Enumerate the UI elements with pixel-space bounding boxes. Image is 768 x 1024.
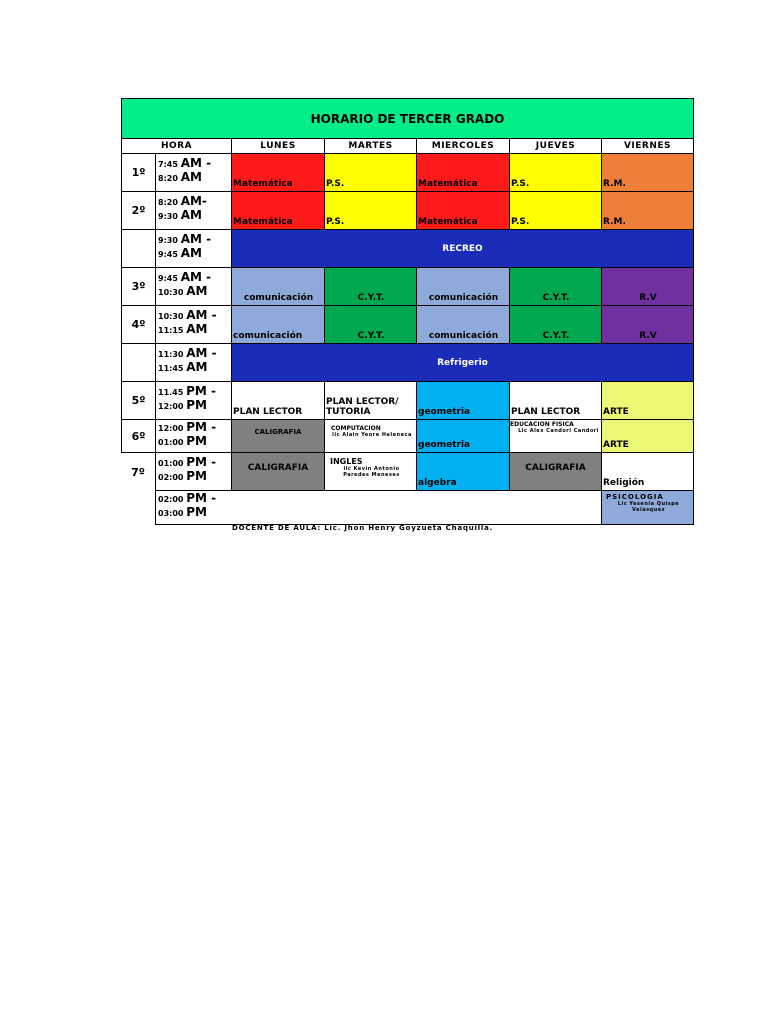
time-slot xyxy=(155,305,232,344)
period-number: 7º xyxy=(121,452,156,491)
time-end: 11:15 xyxy=(158,326,184,335)
subject-label: CALIGRAFIA xyxy=(247,463,309,473)
time-end: 01:00 xyxy=(158,438,184,447)
time-end: 9:30 xyxy=(158,212,178,221)
class-cell xyxy=(509,419,602,453)
class-cell: Religión xyxy=(601,452,694,491)
period-number: 6º xyxy=(121,419,156,453)
period-number xyxy=(121,343,156,382)
class-cell: algebra xyxy=(416,452,510,491)
class-cell: PLAN LECTOR/ TUTORIA xyxy=(324,381,417,420)
teacher-note: Lic Yesenia Quispe Velasquez xyxy=(617,501,680,513)
teacher-note: lic Kevin Antonio Paredes Meneses xyxy=(343,466,400,478)
time-start: 11:30 xyxy=(158,350,184,359)
class-cell: comunicación xyxy=(416,267,510,306)
class-cell: ARTE xyxy=(601,419,694,453)
class-cell xyxy=(509,452,602,491)
time-period: AM xyxy=(186,284,208,298)
subject-label: EDUCACION FISICA xyxy=(510,421,574,428)
class-cell: geometria xyxy=(416,381,510,420)
subject-label: COMPUTACION xyxy=(331,425,381,432)
class-cell: PLAN LECTOR xyxy=(509,381,602,420)
class-cell: P.S. xyxy=(324,191,417,230)
time-period: PM - xyxy=(186,455,217,469)
time-start: 11.45 xyxy=(158,388,184,397)
time-slot xyxy=(155,381,232,420)
time-slot xyxy=(155,191,232,230)
time-period: AM- xyxy=(180,194,207,208)
time-period: PM xyxy=(186,505,208,519)
class-cell: C.Y.T. xyxy=(324,305,417,344)
class-cell: Matemática xyxy=(416,191,510,230)
time-end: 02:00 xyxy=(158,473,184,482)
class-cell: ARTE xyxy=(601,381,694,420)
time-period: PM - xyxy=(186,420,217,434)
time-slot xyxy=(155,229,232,268)
class-cell xyxy=(324,419,417,453)
class-cell xyxy=(601,490,694,525)
time-period: AM xyxy=(180,170,202,184)
header-lunes: LUNES xyxy=(231,138,325,154)
time-period: AM xyxy=(180,208,202,222)
period-number: 2º xyxy=(121,191,156,230)
time-end: 10:30 xyxy=(158,288,184,297)
class-cell: C.Y.T. xyxy=(324,267,417,306)
recess-band: RECREO xyxy=(231,229,694,268)
time-end: 11:45 xyxy=(158,364,184,373)
class-cell: P.S. xyxy=(324,153,417,192)
class-cell xyxy=(324,452,417,491)
class-cell: C.Y.T. xyxy=(509,305,602,344)
time-slot xyxy=(155,343,232,382)
time-slot xyxy=(155,267,232,306)
class-cell: C.Y.T. xyxy=(509,267,602,306)
time-slot xyxy=(155,153,232,192)
period-number: 1º xyxy=(121,153,156,192)
time-start: 9:45 xyxy=(158,274,178,283)
subject-label: CALIGRAFIA xyxy=(525,463,586,473)
teacher-signature: DOCENTE DE AULA: Lic. Jhon Henry Goyzueta Chaquilla. xyxy=(232,524,494,532)
time-end: 03:00 xyxy=(158,509,184,518)
class-cell: R.M. xyxy=(601,153,694,192)
period-number: 5º xyxy=(121,381,156,420)
time-period: PM xyxy=(186,469,208,483)
class-cell: geometria xyxy=(416,419,510,453)
class-cell xyxy=(231,452,325,491)
class-cell xyxy=(231,419,325,453)
time-period: AM xyxy=(186,360,208,374)
period-number: 4º xyxy=(121,305,156,344)
time-start: 10:30 xyxy=(158,312,184,321)
time-period: PM - xyxy=(186,384,217,398)
time-period: AM - xyxy=(180,232,212,246)
time-period: AM - xyxy=(186,308,217,322)
header-miercoles: MIERCOLES xyxy=(416,138,510,154)
time-slot xyxy=(155,419,232,453)
time-end: 12:00 xyxy=(158,402,184,411)
header-jueves: JUEVES xyxy=(509,138,602,154)
time-start: 02:00 xyxy=(158,495,184,504)
time-period: AM - xyxy=(186,346,217,360)
time-period: AM - xyxy=(180,270,212,284)
time-start: 7:45 xyxy=(158,160,178,169)
class-cell: P.S. xyxy=(509,191,602,230)
time-start: 12:00 xyxy=(158,424,184,433)
subject-label: CALIGRAFIA xyxy=(254,428,302,436)
class-cell: R.V xyxy=(601,305,694,344)
header-viernes: VIERNES xyxy=(601,138,694,154)
class-cell: PLAN LECTOR xyxy=(231,381,325,420)
time-end: 9:45 xyxy=(158,250,178,259)
time-period: AM - xyxy=(180,156,212,170)
class-cell: Matemática xyxy=(231,191,325,230)
period-number xyxy=(121,229,156,268)
class-cell: comunicación xyxy=(416,305,510,344)
time-period: PM xyxy=(186,398,208,412)
teacher-note: Lic Alex Candori Candori xyxy=(518,428,599,434)
time-period: AM xyxy=(186,322,208,336)
period-number: 3º xyxy=(121,267,156,306)
time-period: PM - xyxy=(186,491,217,505)
subject-label: PSICOLOGIA xyxy=(606,493,664,501)
time-slot xyxy=(155,452,232,491)
class-cell: R.V xyxy=(601,267,694,306)
time-period: AM xyxy=(180,246,202,260)
subject-label: INGLES xyxy=(330,457,363,466)
class-cell: comunicación xyxy=(231,305,325,344)
empty-row xyxy=(231,490,602,525)
class-cell: Matemática xyxy=(231,153,325,192)
class-cell: Matemática xyxy=(416,153,510,192)
class-cell: comunicación xyxy=(231,267,325,306)
time-period: PM xyxy=(186,434,208,448)
header-hora: HORA xyxy=(121,138,232,154)
class-cell: P.S. xyxy=(509,153,602,192)
snack-band: Refrigerio xyxy=(231,343,694,382)
time-start: 01:00 xyxy=(158,459,184,468)
teacher-note: lic Alain Yeore Heleneca xyxy=(332,432,412,438)
schedule-title: HORARIO DE TERCER GRADO xyxy=(121,98,694,139)
time-start: 8:20 xyxy=(158,198,178,207)
time-slot xyxy=(155,490,232,525)
header-martes: MARTES xyxy=(324,138,417,154)
time-end: 8:20 xyxy=(158,174,178,183)
class-cell: R.M. xyxy=(601,191,694,230)
time-start: 9:30 xyxy=(158,236,178,245)
